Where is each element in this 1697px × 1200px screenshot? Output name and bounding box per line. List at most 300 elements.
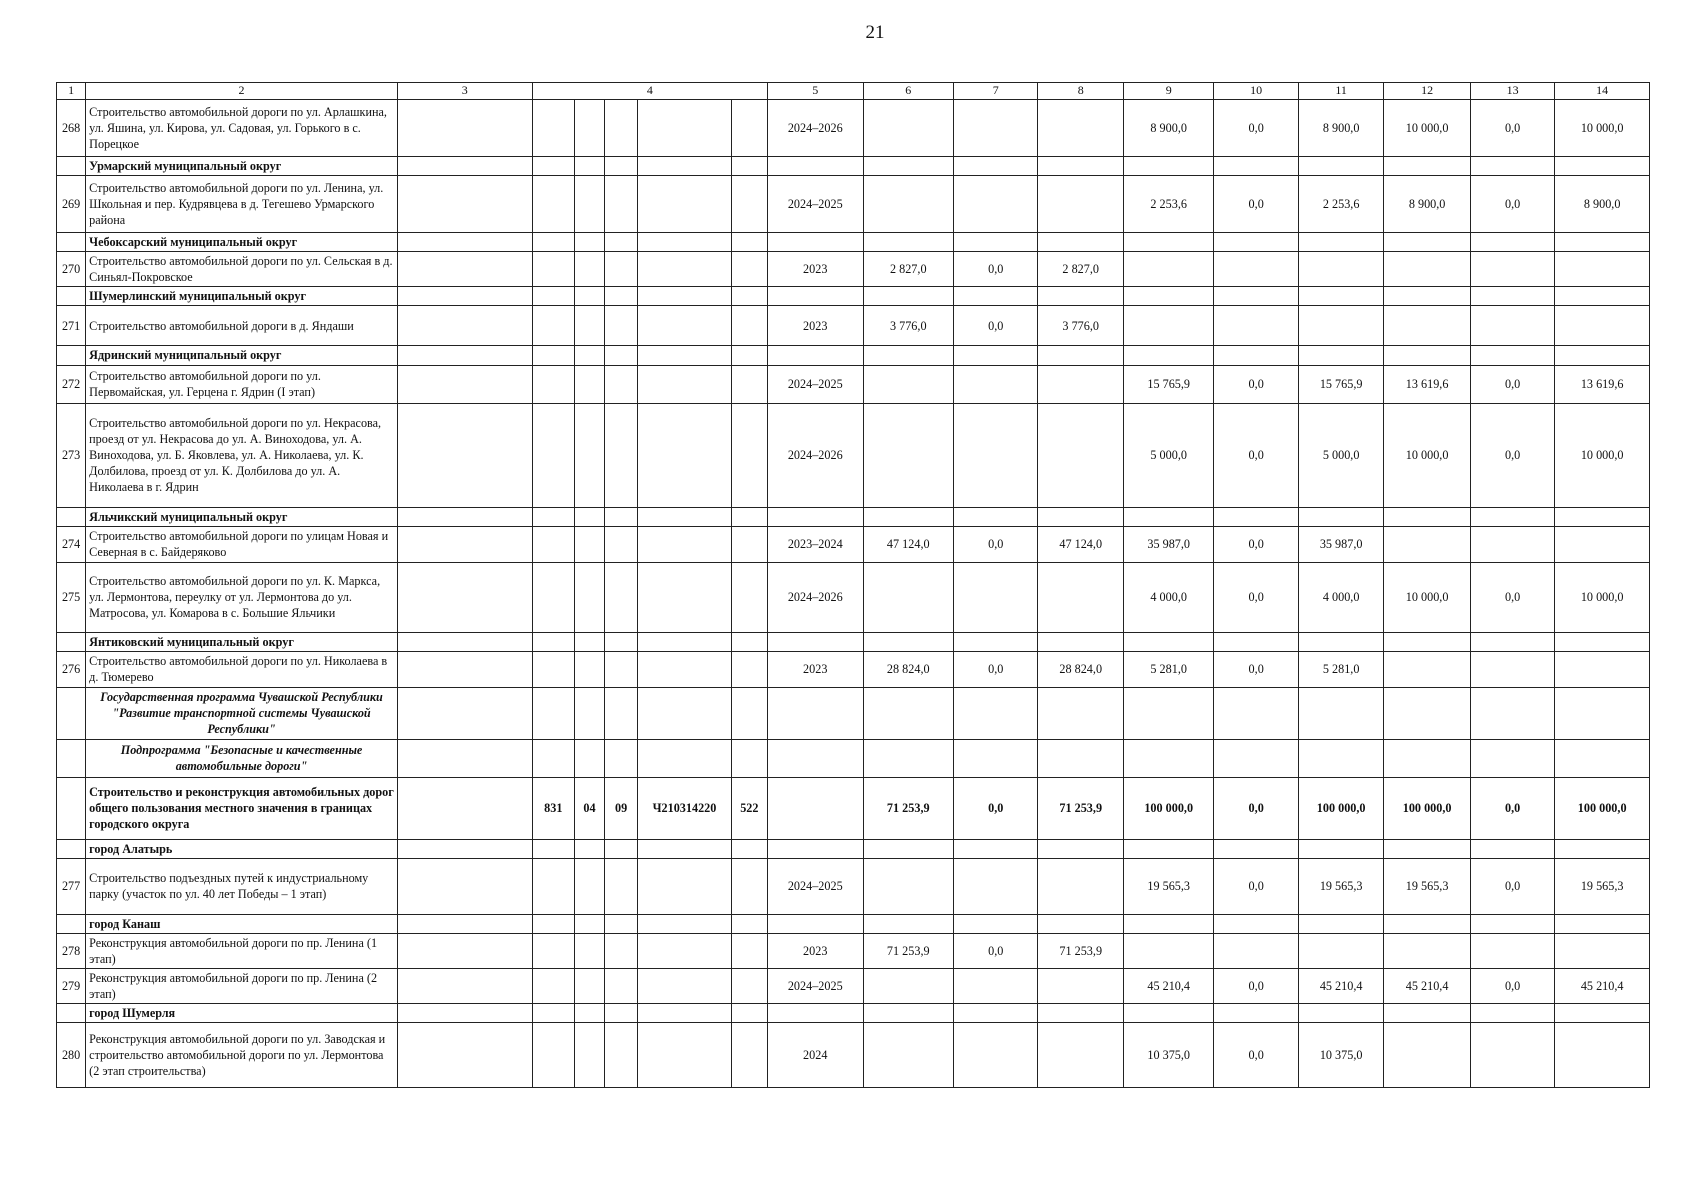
table-row <box>57 403 1650 507</box>
amount-v8: 71 253,9 <box>1038 933 1123 968</box>
amount-v13 <box>1470 1023 1554 1088</box>
table-body <box>57 83 1650 1088</box>
empty-cell <box>532 914 574 933</box>
budget-code-k2 <box>574 176 604 233</box>
empty-cell <box>1123 739 1214 777</box>
empty-cell <box>863 632 954 651</box>
object-name: Строительство автомобильной дороги по ул. Ленина, ул. Школьная и пер. Кудрявцева в д. Тегешево Урмарского района <box>86 176 398 233</box>
row-number-cell <box>57 839 86 858</box>
empty-cell <box>731 632 767 651</box>
amount-v8 <box>1038 562 1123 632</box>
table-row <box>57 562 1650 632</box>
empty-cell <box>1214 839 1298 858</box>
budget-code-k2 <box>574 526 604 562</box>
amount-v8: 3 776,0 <box>1038 306 1123 346</box>
empty-cell <box>954 346 1038 365</box>
empty-cell <box>1470 507 1554 526</box>
program-name: Подпрограмма "Безопасные и качественные автомобильные дороги" <box>86 739 398 777</box>
budget-table <box>56 82 1650 1088</box>
amount-v7 <box>954 403 1038 507</box>
object-name: Строительство автомобильной дороги по ул. К. Маркса, ул. Лермонтова, переулку от ул. Лермонтова до ул. Матросова, ул. Комарова в с. Большие Яльчики <box>86 562 398 632</box>
empty-cell <box>1470 346 1554 365</box>
empty-cell <box>574 157 604 176</box>
amount-v8: 47 124,0 <box>1038 526 1123 562</box>
empty-cell <box>1038 287 1123 306</box>
empty-cell <box>731 839 767 858</box>
budget-code-k3 <box>605 858 638 914</box>
empty-cell <box>767 157 863 176</box>
implementation-period: 2023 <box>767 306 863 346</box>
empty-cell <box>1214 739 1298 777</box>
amount-v14: 10 000,0 <box>1555 100 1650 157</box>
amount-v9: 100 000,0 <box>1123 777 1214 839</box>
empty-cell <box>574 1004 604 1023</box>
amount-v9: 5 000,0 <box>1123 403 1214 507</box>
budget-code-k1 <box>532 651 574 687</box>
empty-cell <box>638 233 732 252</box>
group-heading-row <box>57 157 1650 176</box>
empty-cell <box>532 739 574 777</box>
empty-cell <box>1384 287 1470 306</box>
empty-cell <box>1384 346 1470 365</box>
empty-cell <box>1123 157 1214 176</box>
amount-v7: 0,0 <box>954 252 1038 287</box>
budget-code-k1 <box>532 252 574 287</box>
amount-v7: 0,0 <box>954 777 1038 839</box>
amount-v12 <box>1384 651 1470 687</box>
empty-cell <box>397 346 532 365</box>
implementation-period: 2024 <box>767 1023 863 1088</box>
amount-v14: 13 619,6 <box>1555 365 1650 403</box>
row-number <box>57 777 86 839</box>
empty-cell <box>731 287 767 306</box>
implementation-period: 2024–2025 <box>767 858 863 914</box>
amount-v12 <box>1384 252 1470 287</box>
empty-cell <box>731 1004 767 1023</box>
object-name: Реконструкция автомобильной дороги по ул. Заводская и строительство автомобильной дороги по ул. Лермонтова (2 этап строительства) <box>86 1023 398 1088</box>
object-name: Строительство автомобильной дороги по ул. Первомайская, ул. Герцена г. Ядрин (I этап) <box>86 365 398 403</box>
budget-code-k5 <box>731 526 767 562</box>
amount-v6 <box>863 562 954 632</box>
amount-v12: 19 565,3 <box>1384 858 1470 914</box>
column-header: 7 <box>954 83 1038 100</box>
empty-cell <box>731 233 767 252</box>
row-number-cell <box>57 687 86 739</box>
column-3-cell <box>397 933 532 968</box>
row-number: 274 <box>57 526 86 562</box>
amount-v11: 4 000,0 <box>1298 562 1383 632</box>
column-3-cell <box>397 100 532 157</box>
amount-v10 <box>1214 306 1298 346</box>
budget-code-k4 <box>638 365 732 403</box>
empty-cell <box>767 839 863 858</box>
header-row <box>57 83 1650 100</box>
amount-v12: 10 000,0 <box>1384 562 1470 632</box>
empty-cell <box>532 287 574 306</box>
amount-v11 <box>1298 252 1383 287</box>
column-3-cell <box>397 777 532 839</box>
amount-v13: 0,0 <box>1470 365 1554 403</box>
budget-code-k5 <box>731 252 767 287</box>
amount-v12 <box>1384 306 1470 346</box>
amount-v8: 2 827,0 <box>1038 252 1123 287</box>
empty-cell <box>1384 839 1470 858</box>
empty-cell <box>863 287 954 306</box>
budget-code-k1 <box>532 1023 574 1088</box>
empty-cell <box>954 507 1038 526</box>
empty-cell <box>1123 839 1214 858</box>
amount-v12: 10 000,0 <box>1384 403 1470 507</box>
empty-cell <box>605 739 638 777</box>
empty-cell <box>1214 687 1298 739</box>
empty-cell <box>863 739 954 777</box>
empty-cell <box>532 632 574 651</box>
group-name: Янтиковский муниципальный округ <box>86 632 398 651</box>
empty-cell <box>574 507 604 526</box>
amount-v6 <box>863 100 954 157</box>
amount-v6 <box>863 365 954 403</box>
budget-code-k3 <box>605 969 638 1004</box>
column-3-cell <box>397 651 532 687</box>
amount-v12: 100 000,0 <box>1384 777 1470 839</box>
amount-v6 <box>863 176 954 233</box>
amount-v9: 4 000,0 <box>1123 562 1214 632</box>
table-row <box>57 100 1650 157</box>
column-3-cell <box>397 306 532 346</box>
empty-cell <box>731 157 767 176</box>
amount-v12 <box>1384 1023 1470 1088</box>
amount-v6: 2 827,0 <box>863 252 954 287</box>
object-name: Строительство автомобильной дороги по ул. Арлашкина, ул. Яшина, ул. Кирова, ул. Садовая, ул. Горького в с. Порецкое <box>86 100 398 157</box>
empty-cell <box>605 346 638 365</box>
implementation-period: 2023 <box>767 933 863 968</box>
budget-code-k1 <box>532 176 574 233</box>
amount-v10: 0,0 <box>1214 176 1298 233</box>
empty-cell <box>638 914 732 933</box>
empty-cell <box>605 157 638 176</box>
budget-code-k3: 09 <box>605 777 638 839</box>
empty-cell <box>1470 287 1554 306</box>
table-row <box>57 969 1650 1004</box>
budget-code-k2 <box>574 651 604 687</box>
program-heading-row <box>57 739 1650 777</box>
amount-v7: 0,0 <box>954 526 1038 562</box>
empty-cell <box>397 287 532 306</box>
empty-cell <box>397 1004 532 1023</box>
empty-cell <box>767 287 863 306</box>
amount-v8: 71 253,9 <box>1038 777 1123 839</box>
amount-v10: 0,0 <box>1214 403 1298 507</box>
empty-cell <box>532 1004 574 1023</box>
row-number-cell <box>57 507 86 526</box>
budget-code-k5 <box>731 933 767 968</box>
empty-cell <box>1123 914 1214 933</box>
empty-cell <box>767 914 863 933</box>
amount-v9 <box>1123 252 1214 287</box>
empty-cell <box>954 1004 1038 1023</box>
empty-cell <box>1038 632 1123 651</box>
row-number-cell <box>57 157 86 176</box>
amount-v9: 19 565,3 <box>1123 858 1214 914</box>
empty-cell <box>863 346 954 365</box>
budget-code-k1 <box>532 969 574 1004</box>
amount-v8 <box>1038 403 1123 507</box>
empty-cell <box>532 346 574 365</box>
amount-v6: 3 776,0 <box>863 306 954 346</box>
empty-cell <box>574 233 604 252</box>
empty-cell <box>1555 287 1650 306</box>
implementation-period: 2024–2025 <box>767 176 863 233</box>
empty-cell <box>638 157 732 176</box>
empty-cell <box>767 739 863 777</box>
empty-cell <box>1470 687 1554 739</box>
implementation-period: 2023 <box>767 252 863 287</box>
budget-code-k3 <box>605 176 638 233</box>
empty-cell <box>954 914 1038 933</box>
empty-cell <box>605 914 638 933</box>
amount-v7: 0,0 <box>954 933 1038 968</box>
amount-v6: 28 824,0 <box>863 651 954 687</box>
column-header: 1 <box>57 83 86 100</box>
group-heading-row <box>57 632 1650 651</box>
amount-v13: 0,0 <box>1470 777 1554 839</box>
budget-code-k4 <box>638 176 732 233</box>
amount-v10 <box>1214 933 1298 968</box>
empty-cell <box>1038 157 1123 176</box>
empty-cell <box>397 233 532 252</box>
object-name: Строительство автомобильной дороги в д. Яндаши <box>86 306 398 346</box>
amount-v6: 47 124,0 <box>863 526 954 562</box>
amount-v10: 0,0 <box>1214 365 1298 403</box>
empty-cell <box>1214 346 1298 365</box>
empty-cell <box>1214 507 1298 526</box>
amount-v13: 0,0 <box>1470 100 1554 157</box>
empty-cell <box>397 687 532 739</box>
empty-cell <box>731 687 767 739</box>
object-name: Реконструкция автомобильной дороги по пр. Ленина (1 этап) <box>86 933 398 968</box>
empty-cell <box>1298 739 1383 777</box>
empty-cell <box>954 739 1038 777</box>
row-number-cell <box>57 287 86 306</box>
empty-cell <box>954 632 1038 651</box>
empty-cell <box>605 1004 638 1023</box>
budget-code-k3 <box>605 1023 638 1088</box>
empty-cell <box>605 839 638 858</box>
group-heading-row <box>57 346 1650 365</box>
group-heading-row <box>57 287 1650 306</box>
empty-cell <box>605 233 638 252</box>
empty-cell <box>1214 632 1298 651</box>
row-number: 275 <box>57 562 86 632</box>
amount-v7 <box>954 100 1038 157</box>
amount-v12 <box>1384 933 1470 968</box>
empty-cell <box>1038 914 1123 933</box>
amount-v12: 45 210,4 <box>1384 969 1470 1004</box>
budget-code-k1: 831 <box>532 777 574 839</box>
empty-cell <box>1038 839 1123 858</box>
empty-cell <box>1384 233 1470 252</box>
budget-code-k1 <box>532 526 574 562</box>
row-number: 277 <box>57 858 86 914</box>
empty-cell <box>1123 233 1214 252</box>
row-number: 270 <box>57 252 86 287</box>
empty-cell <box>1384 157 1470 176</box>
empty-cell <box>574 346 604 365</box>
budget-code-k5: 522 <box>731 777 767 839</box>
row-number-cell <box>57 632 86 651</box>
group-heading-row <box>57 233 1650 252</box>
empty-cell <box>574 287 604 306</box>
empty-cell <box>1298 632 1383 651</box>
empty-cell <box>397 157 532 176</box>
budget-code-k3 <box>605 933 638 968</box>
empty-cell <box>1123 632 1214 651</box>
amount-v11: 45 210,4 <box>1298 969 1383 1004</box>
row-number: 273 <box>57 403 86 507</box>
table-row <box>57 651 1650 687</box>
amount-v7 <box>954 969 1038 1004</box>
implementation-period: 2024–2026 <box>767 403 863 507</box>
amount-v9: 8 900,0 <box>1123 100 1214 157</box>
amount-v8 <box>1038 1023 1123 1088</box>
amount-v11: 15 765,9 <box>1298 365 1383 403</box>
amount-v13: 0,0 <box>1470 969 1554 1004</box>
column-header: 8 <box>1038 83 1123 100</box>
column-3-cell <box>397 969 532 1004</box>
budget-code-k4 <box>638 306 732 346</box>
empty-cell <box>532 687 574 739</box>
amount-v6 <box>863 1023 954 1088</box>
amount-v7 <box>954 562 1038 632</box>
table-row <box>57 252 1650 287</box>
empty-cell <box>1123 507 1214 526</box>
budget-code-k2 <box>574 365 604 403</box>
group-name: город Канаш <box>86 914 398 933</box>
row-number: 278 <box>57 933 86 968</box>
amount-v7: 0,0 <box>954 306 1038 346</box>
amount-v9: 10 375,0 <box>1123 1023 1214 1088</box>
empty-cell <box>638 839 732 858</box>
program-heading-row <box>57 687 1650 739</box>
object-name: Строительство автомобильной дороги по ул. Николаева в д. Тюмерево <box>86 651 398 687</box>
group-name: город Шумерля <box>86 1004 398 1023</box>
empty-cell <box>1038 739 1123 777</box>
object-name: Строительство автомобильной дороги по ул. Сельская в д. Синьял-Покровское <box>86 252 398 287</box>
empty-cell <box>1555 233 1650 252</box>
budget-code-k5 <box>731 306 767 346</box>
amount-v6: 71 253,9 <box>863 777 954 839</box>
budget-code-k4 <box>638 651 732 687</box>
empty-cell <box>1123 346 1214 365</box>
empty-cell <box>1555 839 1650 858</box>
empty-cell <box>638 1004 732 1023</box>
empty-cell <box>1384 507 1470 526</box>
row-number: 280 <box>57 1023 86 1088</box>
budget-code-k3 <box>605 252 638 287</box>
budget-code-k2 <box>574 858 604 914</box>
empty-cell <box>954 233 1038 252</box>
amount-v9 <box>1123 933 1214 968</box>
empty-cell <box>1038 687 1123 739</box>
budget-code-k5 <box>731 562 767 632</box>
budget-code-k2: 04 <box>574 777 604 839</box>
empty-cell <box>532 839 574 858</box>
amount-v10: 0,0 <box>1214 777 1298 839</box>
column-3-cell <box>397 1023 532 1088</box>
amount-v12 <box>1384 526 1470 562</box>
budget-code-k3 <box>605 365 638 403</box>
empty-cell <box>532 233 574 252</box>
amount-v8 <box>1038 858 1123 914</box>
group-name: Ядринский муниципальный округ <box>86 346 398 365</box>
empty-cell <box>532 507 574 526</box>
budget-code-k4 <box>638 403 732 507</box>
empty-cell <box>1555 507 1650 526</box>
amount-v14: 19 565,3 <box>1555 858 1650 914</box>
budget-code-k1 <box>532 933 574 968</box>
empty-cell <box>1038 507 1123 526</box>
empty-cell <box>731 914 767 933</box>
amount-v6 <box>863 969 954 1004</box>
amount-v12: 10 000,0 <box>1384 100 1470 157</box>
amount-v10 <box>1214 252 1298 287</box>
amount-v7 <box>954 858 1038 914</box>
empty-cell <box>1384 1004 1470 1023</box>
row-number-cell <box>57 346 86 365</box>
empty-cell <box>863 157 954 176</box>
column-header: 13 <box>1470 83 1554 100</box>
empty-cell <box>863 1004 954 1023</box>
amount-v11 <box>1298 933 1383 968</box>
empty-cell <box>1470 1004 1554 1023</box>
row-number-cell <box>57 233 86 252</box>
amount-v12: 8 900,0 <box>1384 176 1470 233</box>
column-header: 12 <box>1384 83 1470 100</box>
budget-code-k5 <box>731 365 767 403</box>
empty-cell <box>574 839 604 858</box>
column-header: 2 <box>86 83 398 100</box>
amount-v10: 0,0 <box>1214 1023 1298 1088</box>
empty-cell <box>1298 1004 1383 1023</box>
empty-cell <box>574 687 604 739</box>
program-name: Государственная программа Чувашской Республики "Развитие транспортной системы Чувашской Республики" <box>86 687 398 739</box>
empty-cell <box>638 632 732 651</box>
budget-code-k4 <box>638 1023 732 1088</box>
empty-cell <box>397 507 532 526</box>
amount-v9: 15 765,9 <box>1123 365 1214 403</box>
empty-cell <box>767 233 863 252</box>
budget-code-k4 <box>638 562 732 632</box>
amount-v13: 0,0 <box>1470 858 1554 914</box>
amount-v7: 0,0 <box>954 651 1038 687</box>
column-3-cell <box>397 403 532 507</box>
empty-cell <box>638 287 732 306</box>
column-header: 5 <box>767 83 863 100</box>
object-name: Реконструкция автомобильной дороги по пр. Ленина (2 этап) <box>86 969 398 1004</box>
empty-cell <box>1470 914 1554 933</box>
implementation-period: 2023 <box>767 651 863 687</box>
amount-v14 <box>1555 252 1650 287</box>
amount-v14 <box>1555 651 1650 687</box>
amount-v8 <box>1038 100 1123 157</box>
table-row <box>57 858 1650 914</box>
budget-code-k4 <box>638 252 732 287</box>
row-number-cell <box>57 1004 86 1023</box>
amount-v10: 0,0 <box>1214 562 1298 632</box>
empty-cell <box>1555 157 1650 176</box>
empty-cell <box>767 346 863 365</box>
amount-v14: 10 000,0 <box>1555 562 1650 632</box>
